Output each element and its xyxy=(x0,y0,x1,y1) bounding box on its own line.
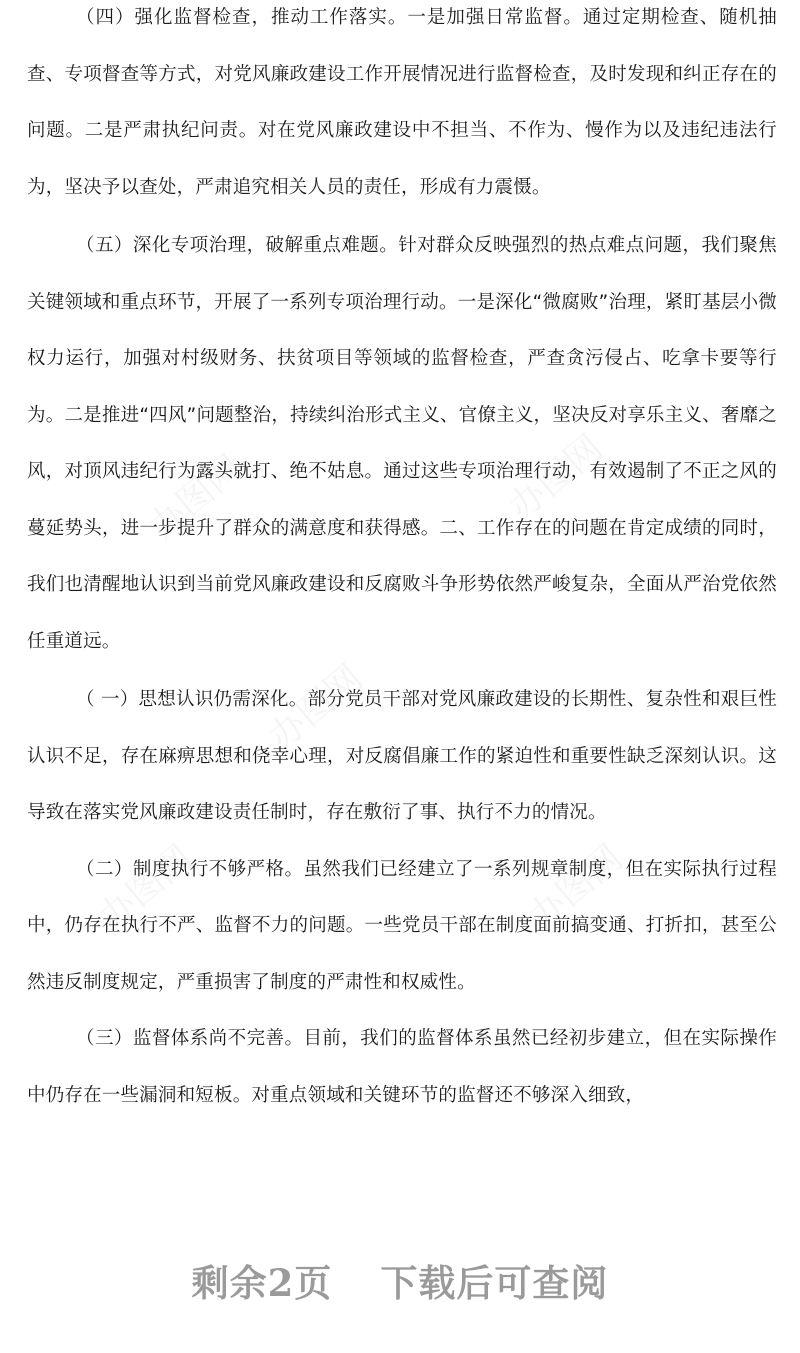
download-prompt-banner[interactable] xyxy=(0,1245,800,1315)
paragraph-supervision-system: （三）监督体系尚不完善。目前，我们的监督体系虽然已经初步建立，但在实际操作中仍存在一些漏洞和短板。对重点领域和关键环节的监督还不够深入细致， xyxy=(27,1028,777,1106)
document-body xyxy=(27,0,777,1124)
paragraph-special-governance: （五）深化专项治理，破解重点难题。针对群众反映强烈的热点难点问题，我们聚焦关键领域和重点环节，开展了一系列专项治理行动。一是深化“微腐败”治理，紧盯基层小微权力运行，加强对村级财务、扶贫项目等领域的监督检查，严查贪污侵占、吃拿卡要等行为。二是推进“四风”问题整治，持续纠治形式主义、官僚主义，坚决反对享乐主义、奢靡之风，对顶风违纪行为露头就打、绝不姑息。通过这些专项治理行动，有效遏制了不正之风的蔓延势头，进一步提升了群众的满意度和获得感。二、工作存在的问题在肯定成绩的同时，我们也清醒地认识到当前党风廉政建设和反腐败斗争形势依然严峻复杂，全面从严治党依然任重道远。 xyxy=(27,235,777,652)
paragraph-system-execution: （二）制度执行不够严格。虽然我们已经建立了一系列规章制度，但在实际执行过程中，仍存在执行不严、监督不力的问题。一些党员干部在制度面前搞变通、打折扣，甚至公然违反制度规定，严重损害了制度的严肃性和权威性。 xyxy=(27,858,777,993)
download-to-view-label: 下载后可查阅 xyxy=(380,1261,609,1305)
paragraph-supervision: （四）强化监督检查，推动工作落实。一是加强日常监督。通过定期检查、随机抽查、专项督查等方式，对党风廉政建设工作开展情况进行监督检查，及时发现和纠正存在的问题。二是严肃执纪问责。对在党风廉政建设中不担当、不作为、慢作为以及违纪违法行为，坚决予以查处，严肃追究相关人员的责任，形成有力震慑。 xyxy=(27,7,777,198)
paragraph-ideological-awareness: （ 一）思想认识仍需深化。部分党员干部对党风廉政建设的长期性、复杂性和艰巨性认识不足，存在麻痹思想和侥幸心理，对反腐倡廉工作的紧迫性和重要性缺乏深刻认识。这导致在落实党风廉政建设责任制时，存在敷衍了事、执行不力的情况。 xyxy=(27,689,777,823)
remaining-pages-label: 剩余2页 xyxy=(191,1261,333,1305)
